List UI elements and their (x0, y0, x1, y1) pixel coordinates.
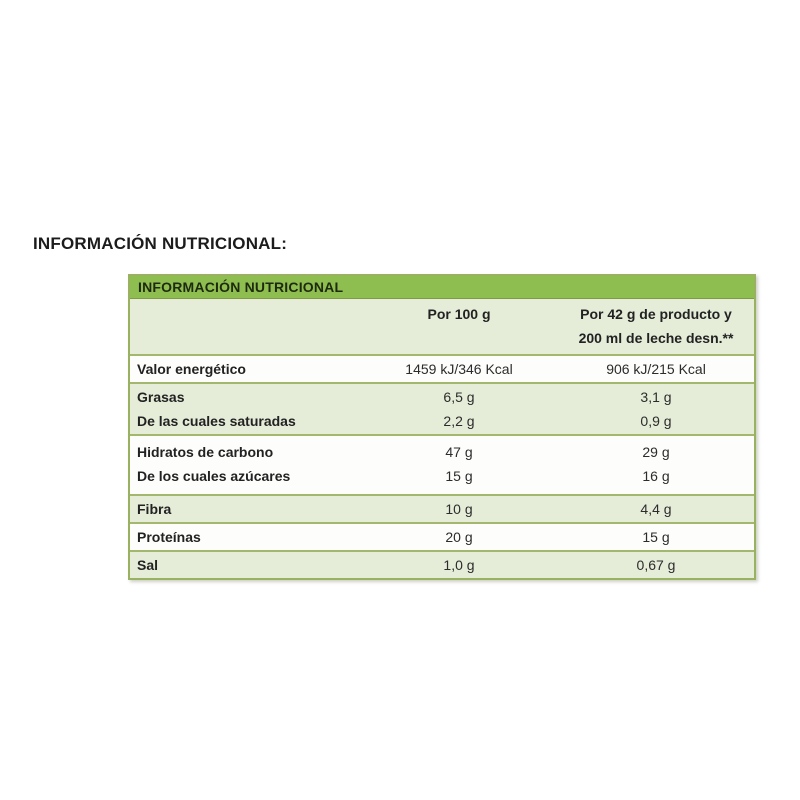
row-value-per-100g: 1,0 g (443, 557, 475, 573)
row-value-per-42g: 15 g (642, 529, 670, 545)
section-energy (130, 354, 754, 382)
row-value-per-100g: 15 g (445, 468, 473, 484)
row-label: Sal (137, 557, 159, 573)
column-header-per-100g: Por 100 g (427, 306, 491, 322)
column-header-per-42g (563, 302, 749, 350)
row-value-per-42g: 906 kJ/215 Kcal (606, 361, 706, 377)
section-fiber (130, 494, 754, 522)
row-label: De las cuales saturadas (137, 413, 296, 429)
table-row (130, 553, 754, 577)
row-label: Hidratos de carbono (137, 444, 274, 460)
section-salt (130, 550, 754, 578)
row-value-per-42g: 0,9 g (640, 413, 672, 429)
row-value-per-42g: 16 g (642, 468, 670, 484)
nutrition-table (128, 274, 756, 580)
table-row (130, 497, 754, 521)
row-label: Valor energético (137, 361, 246, 377)
row-value-per-100g: 20 g (445, 529, 473, 545)
row-label: Fibra (137, 501, 172, 517)
row-value-per-100g: 6,5 g (443, 389, 475, 405)
row-value-per-100g: 47 g (445, 444, 473, 460)
table-row (130, 525, 754, 549)
table-row (130, 409, 754, 433)
column-header-per-42g-line2: 200 ml de leche desn.** (578, 330, 734, 346)
row-label: Grasas (137, 389, 185, 405)
page-title: INFORMACIÓN NUTRICIONAL: (33, 234, 288, 253)
column-header-per-42g-line1: Por 42 g de producto y (580, 306, 732, 322)
row-value-per-42g: 0,67 g (636, 557, 676, 573)
row-label: De los cuales azúcares (137, 468, 291, 484)
table-row (130, 440, 754, 464)
row-value-per-42g: 3,1 g (640, 389, 672, 405)
column-header-section (130, 299, 754, 354)
table-title-bar: INFORMACIÓN NUTRICIONAL (130, 276, 754, 299)
row-value-per-42g: 4,4 g (640, 501, 672, 517)
row-value-per-42g: 29 g (642, 444, 670, 460)
row-label: Proteínas (137, 529, 201, 545)
table-row (130, 357, 754, 381)
table-row (130, 464, 754, 488)
row-value-per-100g: 2,2 g (443, 413, 475, 429)
section-carbohydrates (130, 434, 754, 494)
column-header-row (130, 302, 754, 350)
section-protein (130, 522, 754, 550)
section-fats (130, 382, 754, 434)
row-value-per-100g: 10 g (445, 501, 473, 517)
row-value-per-100g: 1459 kJ/346 Kcal (405, 361, 513, 377)
table-row (130, 385, 754, 409)
